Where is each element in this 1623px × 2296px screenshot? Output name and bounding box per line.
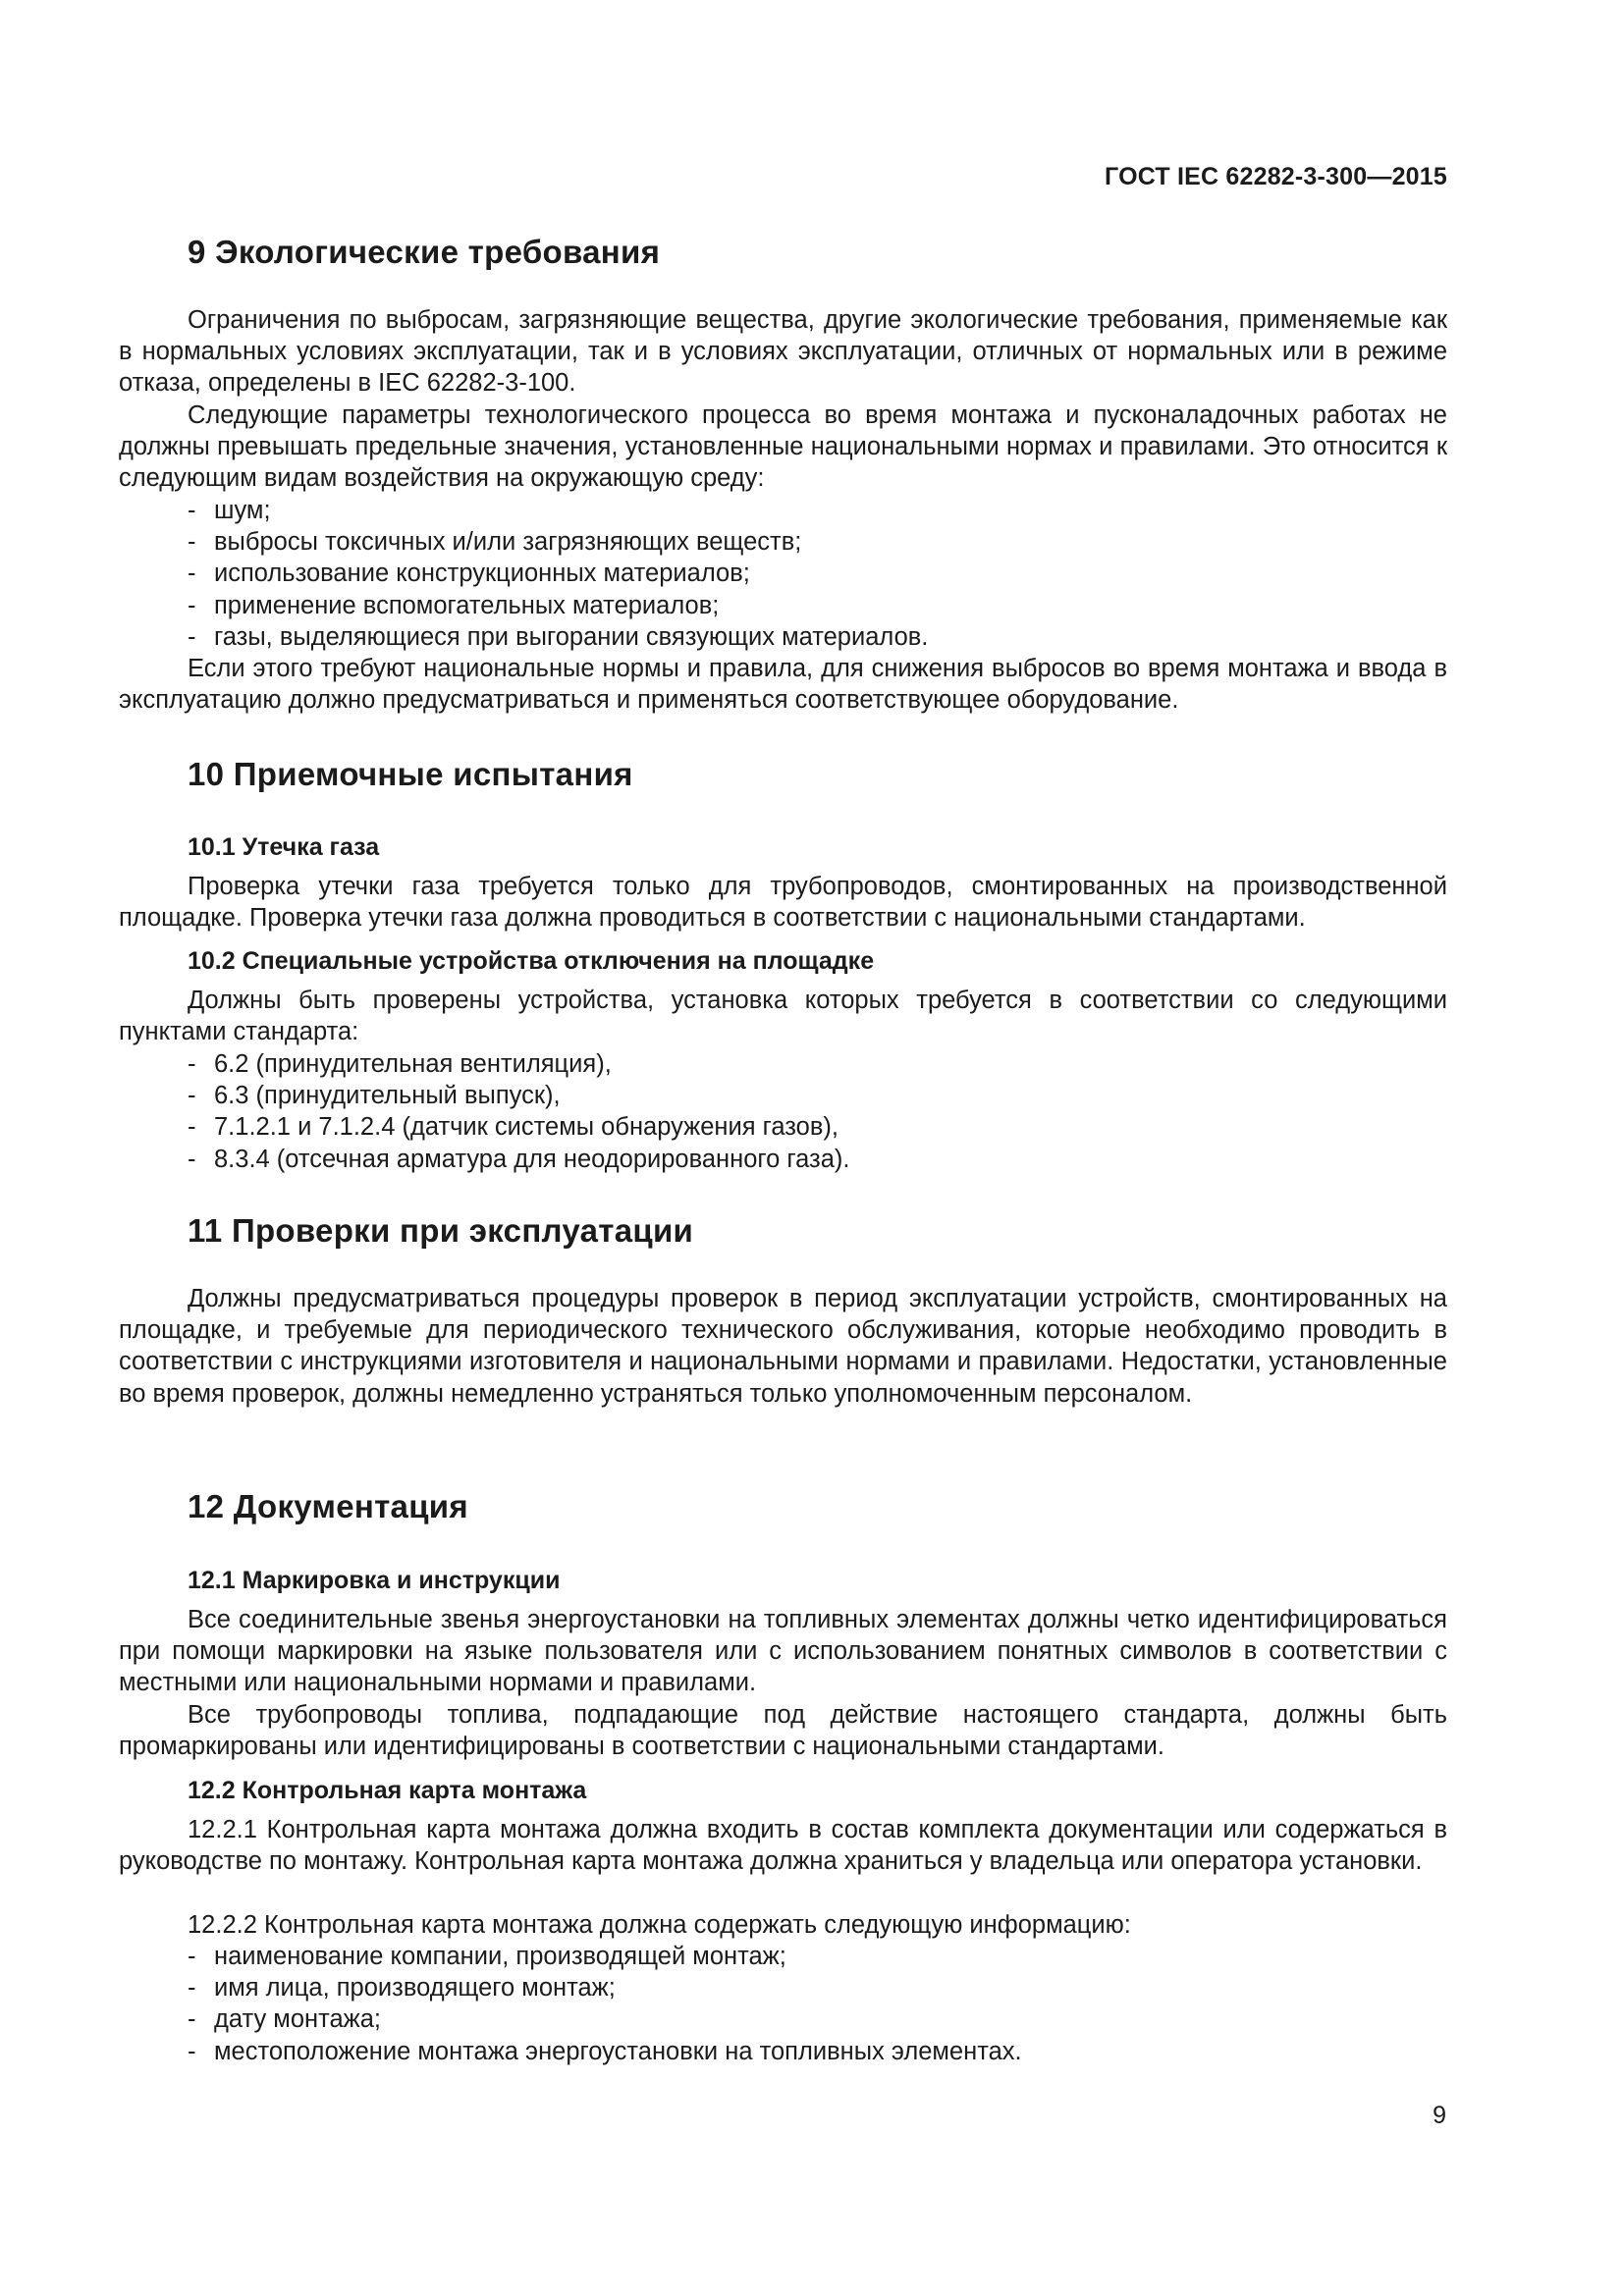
subsection-12-2-heading: 12.2 Контрольная карта монтажа xyxy=(188,1777,587,1804)
clause-12-2-1-paragraph: 12.2.1 Контрольная карта монтажа должна входить в состав комплекта документации или содержаться в руководстве по монтажу. Контрольная карта монтажа должна храниться у владельца или оператора установки. xyxy=(119,1816,1447,1876)
subsection-12-1-paragraph-2: Все трубопроводы топлива, подпадающие под действие настоящего стандарта, должны быть промаркированы или идентифицированы в соответствии с национальными стандартами. xyxy=(119,1701,1447,1761)
section-9-paragraph-2: Следующие параметры технологического процесса во время монтажа и пусконаладочных работах не должны превышать предельные значения, установленные национальными нормах и правилами. Это относится к следующим видам воздействия на окружающую среду: xyxy=(119,401,1447,493)
subsection-10-2-heading: 10.2 Специальные устройства отключения на площадке xyxy=(188,947,875,975)
section-10-heading: 10 Приемочные испытания xyxy=(188,756,633,792)
list-item: - наименование компании, производящей монтаж; xyxy=(188,1943,786,1970)
section-11-heading: 11 Проверки при эксплуатации xyxy=(188,1212,694,1249)
section-9-list xyxy=(188,495,928,653)
subsection-10-2-paragraph: Должны быть проверены устройства, установка которых требуется в соответствии со следующими пунктами стандарта: xyxy=(119,987,1447,1046)
subsection-12-1-paragraph-1: Все соединительные звенья энергоустановки на топливных элементах должны четко идентифицироваться при помощи маркировки на языке пользователя или с использованием понятных символов в соответствии с местными или национальными нормами и правилами. xyxy=(119,1606,1447,1697)
list-item: - газы, выделяющиеся при выгорании связующих материалов. xyxy=(188,622,929,651)
clause-12-2-2-list xyxy=(188,1941,1022,2067)
section-11-paragraph: Должны предусматриваться процедуры проверок в период эксплуатации устройств, смонтированных на площадке, и требуемые для периодического технического обслуживания, которые необходимо проводить в соответствии с инструкциями изготовителя и национальными нормами и правилами. Недостатки, установленные во время проверок, должны немедленно устраняться только уполномоченным персоналом. xyxy=(119,1285,1447,1408)
list-item: - 6.3 (принудительный выпуск), xyxy=(188,1082,561,1110)
section-12-heading: 12 Документация xyxy=(188,1488,468,1524)
list-item: - шум; xyxy=(188,497,271,524)
list-item: - выбросы токсичных и/или загрязняющих веществ; xyxy=(188,528,802,557)
list-item: - использование конструкционных материалов; xyxy=(188,560,750,588)
list-item: - дату монтажа; xyxy=(188,2005,381,2034)
document-header: ГОСТ IEC 62282-3-300—2015 xyxy=(1105,163,1447,190)
list-item: - 8.3.4 (отсечная арматура для неодорированного газа). xyxy=(188,1145,850,1173)
section-9-heading: 9 Экологические требования xyxy=(188,234,661,270)
clause-12-2-2-paragraph: 12.2.2 Контрольная карта монтажа должна содержать следующую информацию: xyxy=(188,1911,1131,1939)
list-item: - местоположение монтажа энергоустановки на топливных элементах. xyxy=(188,2037,1022,2065)
subsection-10-2-list xyxy=(188,1048,850,1175)
list-item: - 7.1.2.1 и 7.1.2.4 (датчик системы обнаружения газов), xyxy=(188,1113,839,1142)
subsection-12-1-heading: 12.1 Маркировка и инструкции xyxy=(188,1567,561,1594)
list-item: - применение вспомогательных материалов; xyxy=(188,591,720,619)
section-9-paragraph-3: Если этого требуют национальные нормы и правила, для снижения выбросов во время монтажа и ввода в эксплуатацию должно предусматриваться и применяться соответствующее оборудование. xyxy=(119,655,1447,715)
page-number: 9 xyxy=(1433,2102,1446,2129)
subsection-10-1-heading: 10.1 Утечка газа xyxy=(188,833,380,861)
list-item: - 6.2 (принудительная вентиляция), xyxy=(188,1050,612,1078)
section-9-paragraph-1: Ограничения по выбросам, загрязняющие вещества, другие экологические требования, применяемые как в нормальных условиях эксплуатации, так и в условиях эксплуатации, отличных от нормальных или в режиме отказа, определены в IEC 62282-3-100. xyxy=(119,306,1447,398)
list-item: - имя лица, производящего монтаж; xyxy=(188,1974,616,2002)
subsection-10-1-paragraph: Проверка утечки газа требуется только для трубопроводов, смонтированных на производственной площадке. Проверка утечки газа должна проводиться в соответствии с национальными стандартами. xyxy=(119,873,1447,933)
